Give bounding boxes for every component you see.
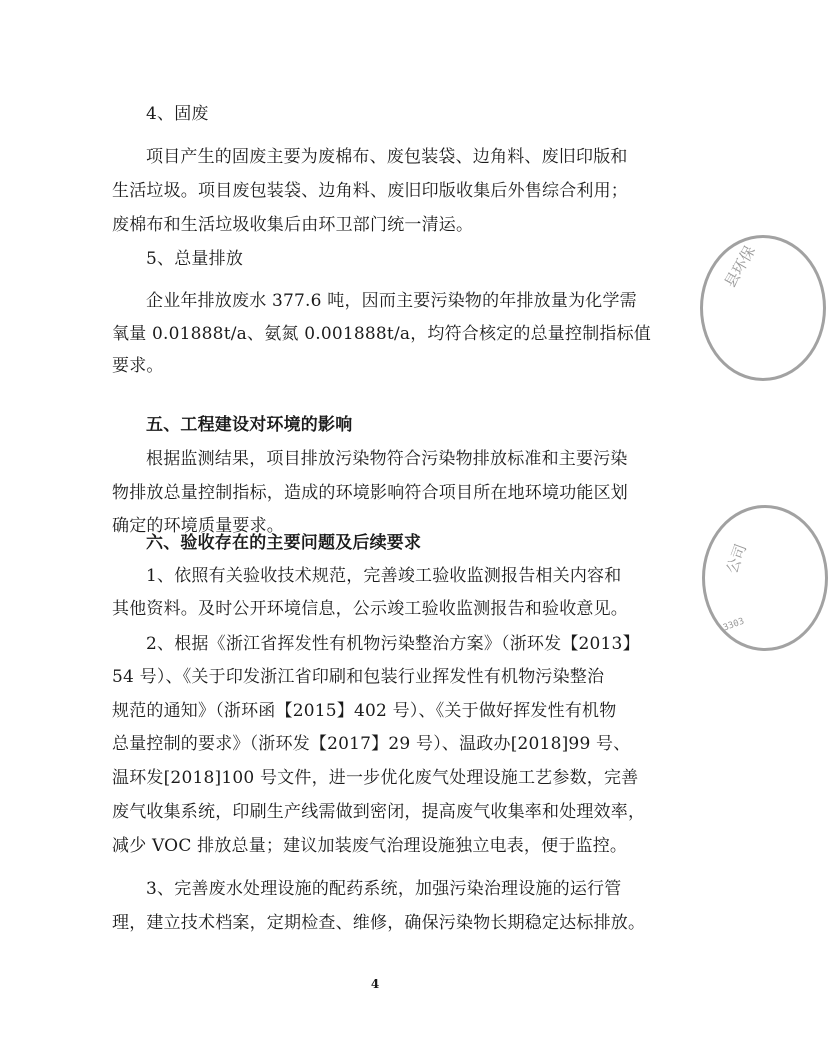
- section-five-line-3: 确定的环境质量要求。: [112, 516, 284, 536]
- total-emission-line-1: 企业年排放废水 377.6 吨，因而主要污染物的年排放量为化学需: [146, 291, 637, 311]
- seal-top-text: 县环保: [720, 242, 759, 291]
- section-five-heading: 五、工程建设对环境的影响: [146, 415, 353, 435]
- official-seal-top: [700, 235, 826, 381]
- official-seal-middle: [702, 505, 828, 651]
- page-number: 4: [370, 977, 380, 991]
- requirement-2-line-4: 总量控制的要求》（浙环发【2017】29 号）、温政办[2018]99 号、: [112, 734, 631, 754]
- total-emission-heading: 5、总量排放: [146, 249, 244, 269]
- section-five-line-2: 物排放总量控制指标，造成的环境影响符合项目所在地环境功能区划: [112, 483, 628, 503]
- requirement-2-line-1: 2、根据《浙江省挥发性有机物污染整治方案》（浙环发【2013】: [146, 634, 640, 654]
- requirement-1-line-1: 1、依照有关验收技术规范，完善竣工验收监测报告相关内容和: [146, 566, 622, 586]
- solid-waste-heading: 4、固废: [146, 104, 209, 124]
- requirement-1-line-2: 其他资料。及时公开环境信息，公示竣工验收监测报告和验收意见。: [112, 599, 628, 619]
- requirement-2-line-3: 规范的通知》（浙环函【2015】402 号）、《关于做好挥发性有机物: [112, 701, 617, 721]
- solid-waste-line-2: 生活垃圾。项目废包装袋、边角料、废旧印版收集后外售综合利用；: [112, 181, 628, 201]
- requirement-2-line-5: 温环发[2018]100 号文件，进一步优化废气处理设施工艺参数，完善: [112, 768, 639, 788]
- seal-middle-number: 3303: [721, 616, 746, 634]
- requirement-2-line-7: 减少 VOC 排放总量；建议加装废气治理设施独立电表，便于监控。: [112, 836, 628, 856]
- solid-waste-line-3: 废棉布和生活垃圾收集后由环卫部门统一清运。: [112, 215, 474, 235]
- requirement-2-line-2: 54 号）、《关于印发浙江省印刷和包装行业挥发性有机物污染整治: [112, 667, 605, 687]
- requirement-3-line-2: 理，建立技术档案，定期检查、维修，确保污染物长期稳定达标排放。: [112, 913, 646, 933]
- requirement-3-line-1: 3、完善废水处理设施的配药系统，加强污染治理设施的运行管: [146, 879, 622, 899]
- requirement-2-line-6: 废气收集系统，印刷生产线需做到密闭，提高废气收集率和处理效率，: [112, 802, 646, 822]
- seal-middle-text: 公司: [722, 541, 751, 576]
- total-emission-line-3: 要求。: [112, 356, 164, 376]
- section-five-line-1: 根据监测结果，项目排放污染物符合污染物排放标准和主要污染: [146, 449, 628, 469]
- section-six-heading: 六、验收存在的主要问题及后续要求: [146, 533, 422, 553]
- solid-waste-line-1: 项目产生的固废主要为废棉布、废包装袋、边角料、废旧印版和: [146, 147, 628, 167]
- total-emission-line-2: 氧量 0.01888t/a、氨氮 0.001888t/a，均符合核定的总量控制指标值: [112, 324, 652, 344]
